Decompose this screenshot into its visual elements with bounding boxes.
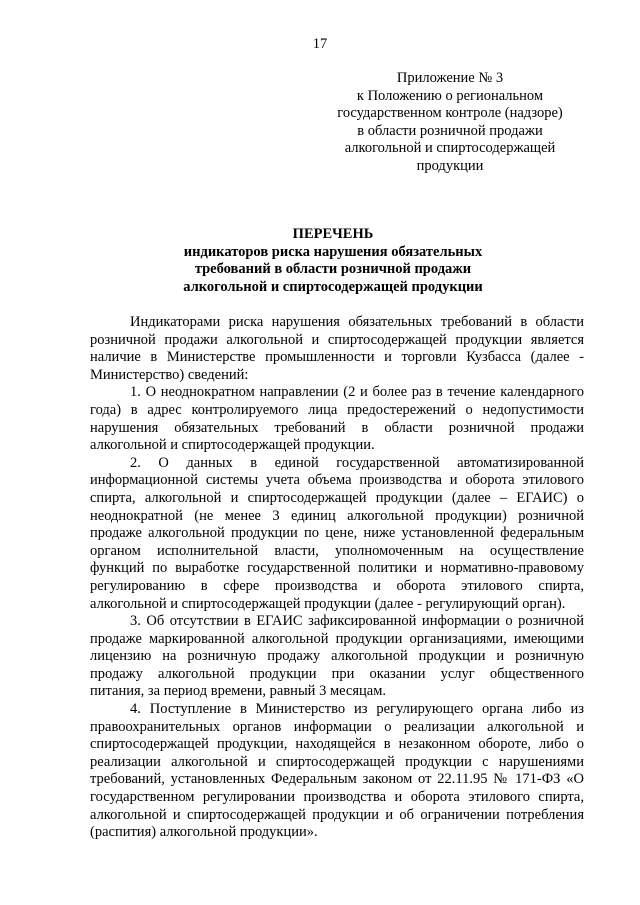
paragraph-line: 3. Об отсутствии в ЕГАИС зафиксированной информации о розничной	[130, 613, 584, 630]
paragraph-line: реализации алкогольной и спиртосодержащей продукции с нарушениями	[90, 753, 584, 770]
title-line: алкогольной и спиртосодержащей продукции	[183, 278, 483, 295]
paragraph-line: года) в адрес контролируемого лица предостережений о недопустимости	[90, 401, 584, 418]
paragraph-line: органом исполнительной власти, уполномоченным на осуществление	[90, 542, 584, 559]
paragraph-line: требований, установленных Федеральным законом от 22.11.95 № 171-ФЗ «О	[90, 771, 584, 788]
title-line: требований в области розничной продажи	[194, 261, 472, 278]
paragraph-line: питания, за период времени, равный 3 месяцам.	[90, 683, 387, 700]
paragraph-line: спиртосодержащей продукции, находящейся в незаконном обороте, либо о	[90, 736, 584, 753]
paragraph	[90, 613, 584, 701]
paragraph	[90, 701, 584, 842]
title-heading: ПЕРЕЧЕНЬ	[292, 226, 374, 242]
appendix-line: к Положению о региональном	[356, 87, 544, 104]
paragraph-line: (распития) алкогольной продукции».	[90, 824, 318, 841]
paragraph-line: спирта, алкогольной и спиртосодержащей продукции (далее – ЕГАИС) о	[90, 489, 584, 506]
paragraph	[90, 314, 584, 384]
paragraph-line: лицензию на розничную продажу алкогольной продукции и розничную	[90, 648, 584, 665]
paragraph-line: 1. О неоднократном направлении (2 и более раз в течение календарного	[130, 384, 584, 401]
page-number: 17	[312, 36, 328, 52]
document-title	[88, 226, 578, 296]
appendix-line: алкогольной и спиртосодержащей	[344, 140, 556, 157]
paragraph-line: информационной системы учета объема производства и оборота этилового	[90, 472, 584, 489]
paragraph-line: регулированию в сфере производства и оборота этилового спирта,	[90, 577, 584, 594]
paragraph-line: функций по выработке государственной политики и нормативно-правовому	[90, 560, 584, 577]
paragraph-line: розничной продажи алкогольной и спиртосодержащей продукции является	[90, 331, 584, 348]
paragraph-line: наличие в Министерстве промышленности и торговли Кузбасса (далее -	[90, 349, 584, 366]
appendix-line: государственном контроле (надзоре)	[337, 105, 563, 122]
paragraph-line: продаже алкогольной продукции по цене, ниже установленной федеральным	[90, 525, 584, 542]
appendix-line: Приложение № 3	[396, 70, 504, 86]
document-body	[90, 314, 584, 842]
paragraph-line: нарушения обязательных требований в области розничной продажи	[90, 419, 584, 436]
paragraph-line: алкогольной и спиртосодержащей продукции.	[90, 437, 375, 454]
paragraph-line: продаже маркированной алкогольной продукции организациями, имеющими	[90, 630, 584, 647]
title-line: индикаторов риска нарушения обязательных	[183, 243, 483, 260]
appendix-header	[330, 70, 570, 176]
paragraph-line: неоднократной (не менее 3 единиц алкогольной продукции) розничной	[90, 507, 584, 524]
paragraph-line: Индикаторами риска нарушения обязательных требований в области	[130, 314, 584, 330]
paragraph-line: продажу алкогольной продукции при оказании услуг общественного	[90, 665, 584, 682]
paragraph	[90, 455, 584, 613]
appendix-line: в области розничной продажи	[357, 122, 543, 139]
paragraph-line: Министерство) сведений:	[90, 366, 249, 383]
paragraph-line: правоохранительных органов информации о реализации алкогольной и	[90, 718, 584, 735]
paragraph	[90, 384, 584, 454]
paragraph-line: алкогольной и спиртосодержащей продукции (далее - регулирующий орган).	[90, 595, 566, 612]
paragraph-line: государственном регулировании производства и оборота этилового спирта,	[90, 789, 584, 806]
paragraph-line: алкогольной и спиртосодержащей продукции и об ограничении потребления	[90, 806, 584, 823]
paragraph-line: 2. О данных в единой государственной автоматизированной	[130, 454, 584, 471]
appendix-line: продукции	[416, 157, 484, 174]
paragraph-line: 4. Поступление в Министерство из регулирующего органа либо из	[130, 701, 584, 718]
